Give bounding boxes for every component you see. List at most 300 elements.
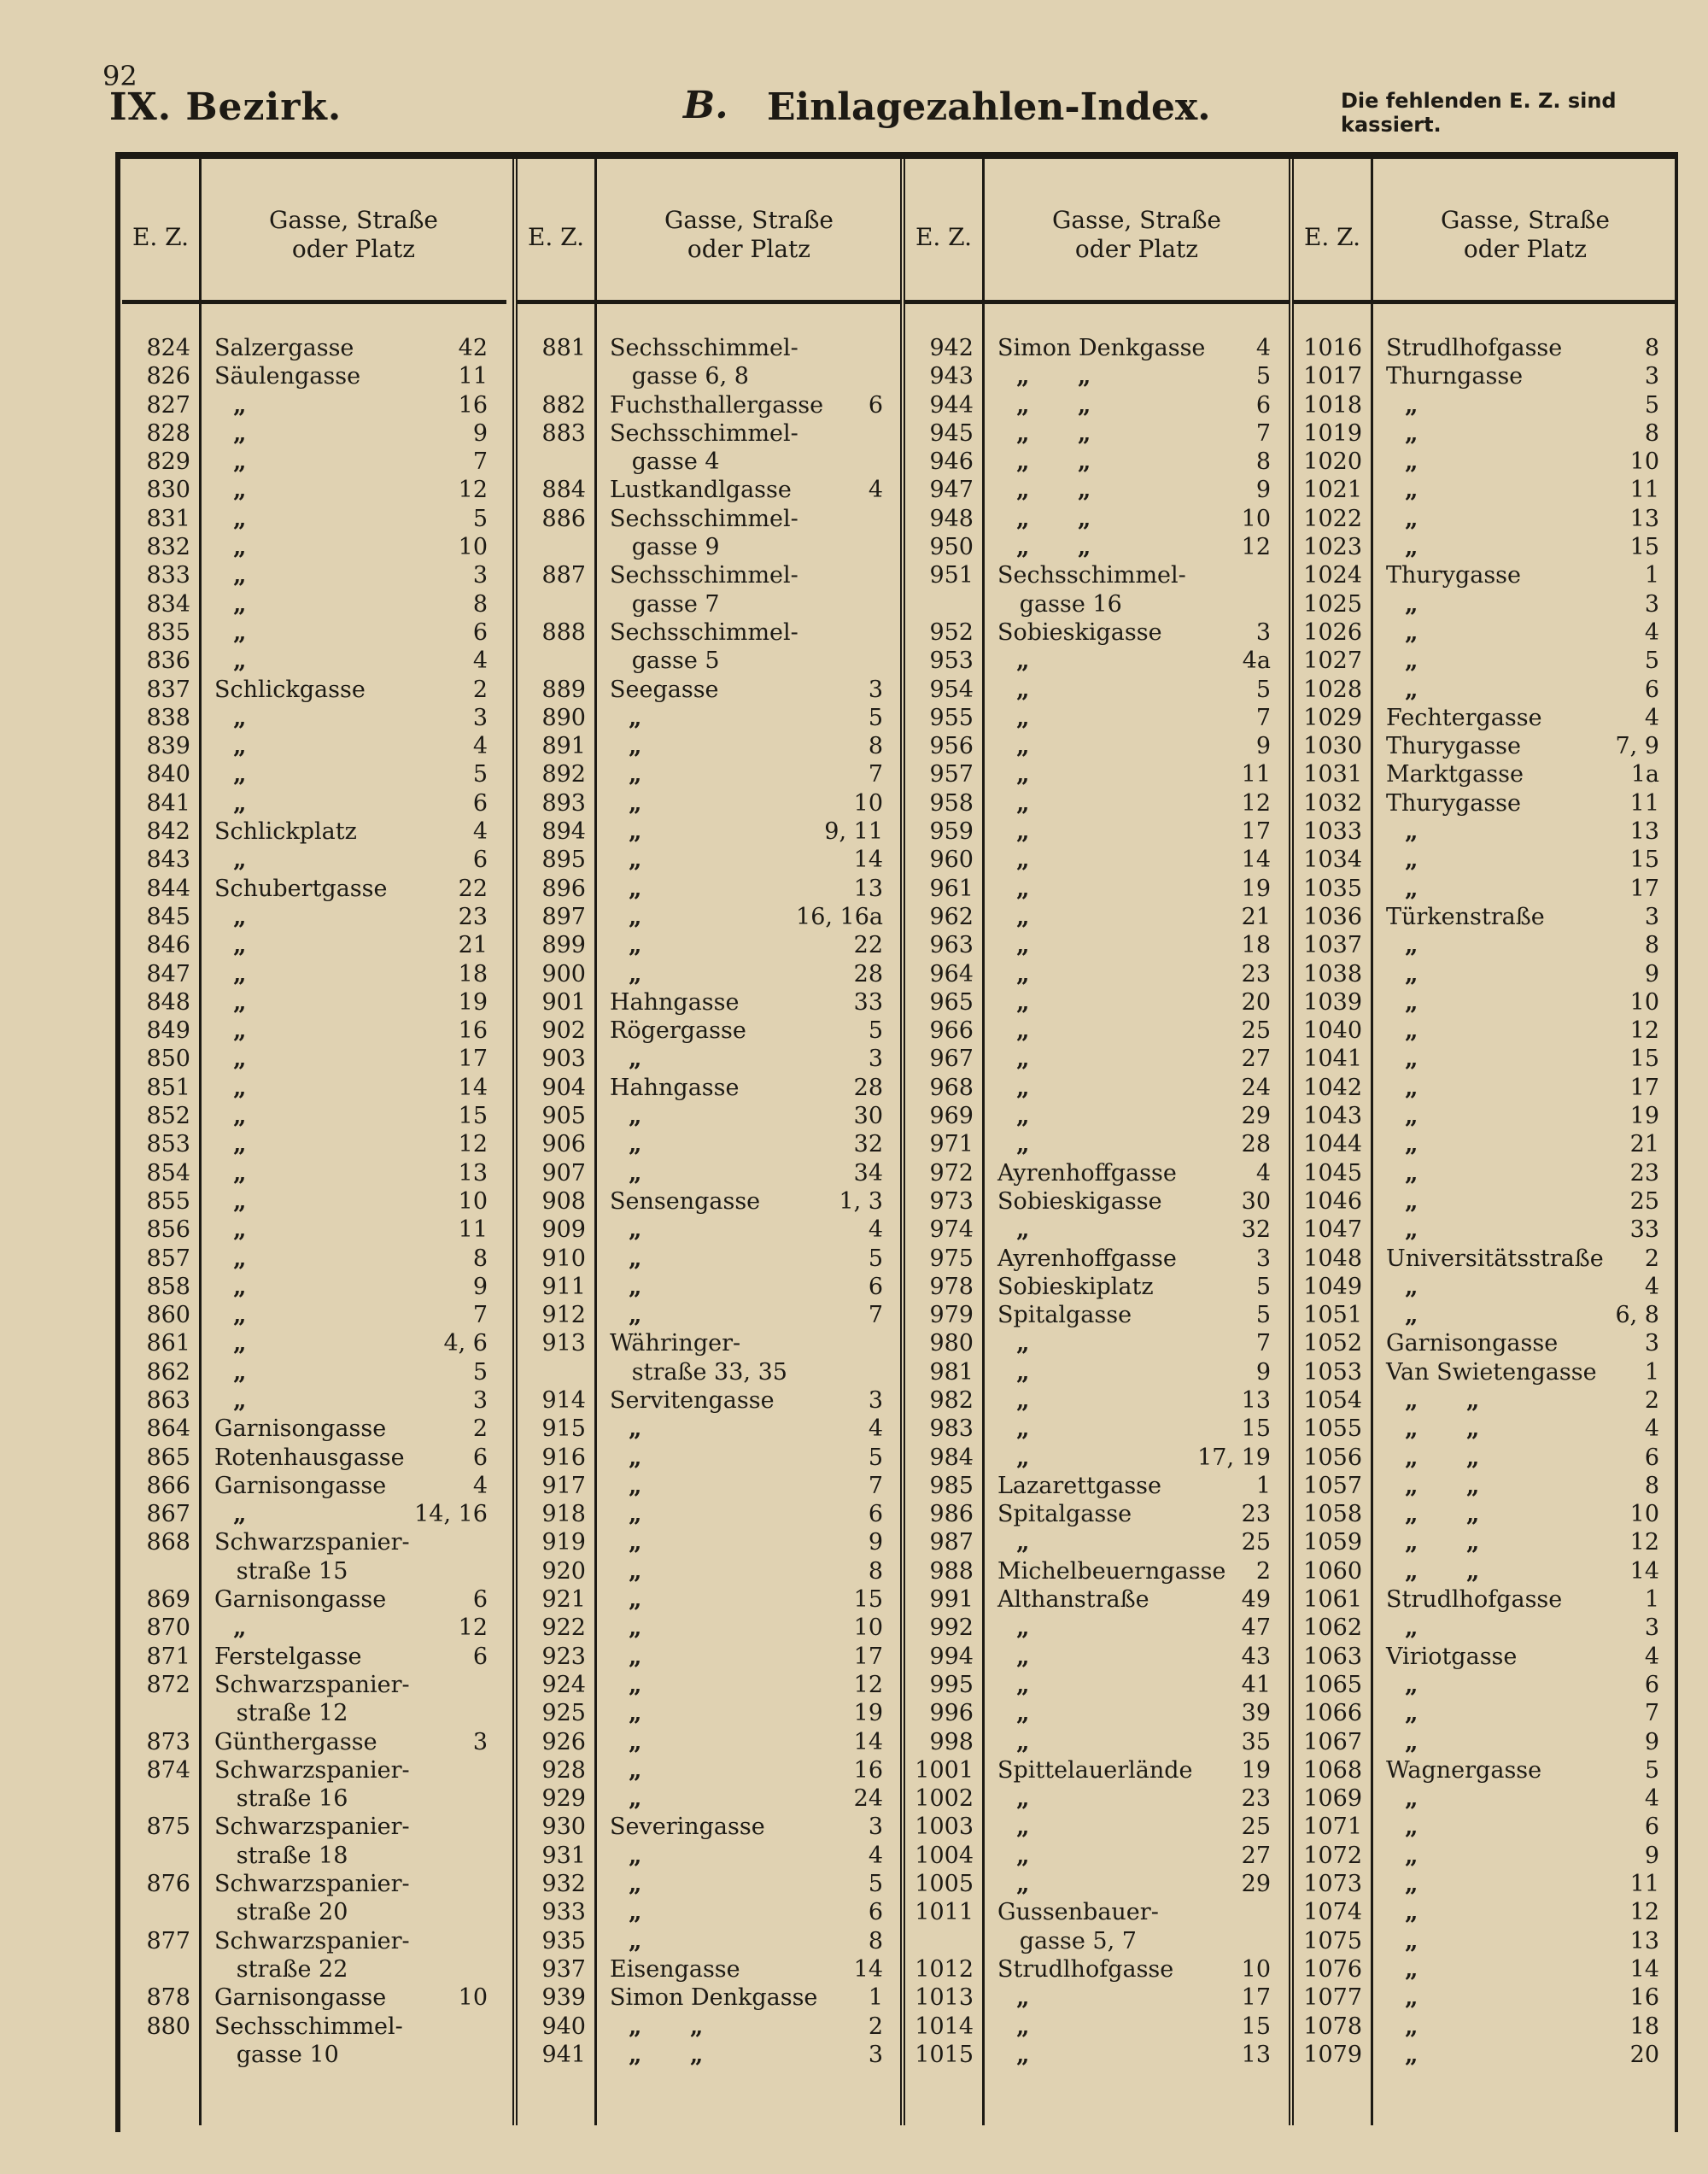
house-number: 14 [853,1955,883,1983]
table-row [905,1386,1290,1415]
house-number: 25 [1241,1017,1271,1045]
ditto-mark: „ [629,1159,642,1187]
ez-number: 829 [146,448,190,476]
street-name: Ayrenhoffgasse [997,1159,1177,1187]
header-street [596,206,902,264]
table-row [122,1643,506,1671]
ez-number: 955 [929,704,974,731]
house-number: 6 [472,1444,488,1471]
ez-number: 963 [929,932,974,959]
house-number: 5 [868,1871,883,1898]
table-row [518,1643,902,1671]
ditto-mark: „ [629,1899,642,1926]
ez-number: 875 [146,1814,190,1841]
house-number: 2 [472,1415,488,1443]
table-row [905,1045,1290,1073]
house-number: 1 [1644,1586,1659,1614]
table-row [122,1671,506,1699]
ditto-mark: „ [1405,1927,1418,1954]
column-rows [122,334,506,2069]
table-row [1294,1159,1678,1187]
ditto-mark: „ [1016,1046,1030,1073]
table-row [1294,676,1678,704]
table-row [518,1074,902,1102]
table-row [905,789,1290,817]
ez-number: 905 [541,1103,586,1130]
ditto-mark: „ [1016,1386,1030,1414]
street-name: Lustkandlgasse [610,477,792,504]
table-row [122,391,506,419]
house-number: 4 [1644,618,1659,646]
street-name: Garnisongasse [214,1415,387,1443]
ditto-mark: „ [629,1273,642,1300]
house-number: 12 [1629,1899,1659,1926]
ez-number: 928 [541,1756,586,1784]
table-row [518,391,902,419]
ez-number: 874 [146,1756,190,1784]
ez-number: 937 [541,1955,586,1983]
house-number: 4 [868,1415,883,1443]
house-number: 13 [458,1159,488,1187]
ez-number: 867 [146,1501,190,1528]
ez-number: 1022 [1303,505,1362,532]
table-row [518,1245,902,1273]
house-number: 8 [472,1245,488,1272]
house-number: 27 [1241,1046,1271,1073]
ditto-mark: „ [629,1103,642,1130]
street-name: Sobieskiplatz [997,1273,1154,1300]
ditto-mark: „ [233,704,247,731]
ez-number: 1048 [1303,1245,1362,1272]
ez-number: 935 [541,1927,586,1954]
header-street-line2: oder Platz [1463,235,1588,263]
ez-number: 857 [146,1245,190,1272]
ditto-mark: „ [629,1927,642,1954]
ditto-mark: „ [233,1330,247,1357]
ditto-mark: „ [1405,1814,1418,1841]
header-ez: E. Z. [132,223,190,251]
ditto-mark: „ [629,1671,642,1698]
ditto-mark: „ [629,1472,642,1499]
ez-number: 1054 [1303,1386,1362,1414]
street-name: Schubertgasse [214,875,388,902]
ez-number: 930 [541,1814,586,1841]
house-number: 4 [1644,1785,1659,1813]
table-row [518,1415,902,1443]
table-row [1294,1927,1678,1955]
table-row [1294,1329,1678,1357]
table-row [122,1074,506,1102]
table-row [122,561,506,589]
table-row [518,1585,902,1614]
table-row [1294,1671,1678,1699]
header-street-line2: oder Platz [291,235,416,263]
table-row [122,1728,506,1756]
table-row [122,1301,506,1329]
house-number: 13 [853,875,883,902]
ditto-mark: „ [1016,932,1030,959]
ez-number: 1026 [1303,618,1362,646]
house-number: 14, 16 [414,1501,488,1528]
ez-number: 951 [929,562,974,589]
table-row [518,846,902,874]
ez-number: 1062 [1303,1614,1362,1642]
column-block-2 [512,159,902,2125]
ditto-mark: „ [1016,1814,1030,1841]
header-street [1372,206,1678,264]
table-row [905,704,1290,732]
ditto-mark: „ [629,1586,642,1614]
street-name: Sobieskigasse [997,1187,1162,1215]
ez-number: 975 [929,1245,974,1272]
house-number: 6 [472,1643,488,1670]
table-row [122,1585,506,1614]
ez-number: 855 [146,1187,190,1215]
street-name: straße 20 [214,1899,348,1926]
ez-number: 922 [541,1614,586,1642]
table-row [122,875,506,903]
ez-number: 1020 [1303,448,1362,476]
table-row [1294,1130,1678,1158]
table-row [518,1216,902,1244]
ditto-mark: „ [1405,534,1418,561]
ditto-mark: „ [1405,1899,1418,1926]
house-number: 17 [1241,1984,1271,2012]
ez-number: 832 [146,534,190,561]
ditto-mark: „ [233,1273,247,1300]
house-number: 2 [472,676,488,703]
ditto-mark: „ [1016,1131,1030,1158]
table-row [122,590,506,618]
ditto-mark: „ [233,1046,247,1073]
ditto-mark: „ [1016,1444,1030,1471]
table-row [1294,789,1678,817]
table-row [122,1557,506,1585]
table-row [122,1699,506,1727]
house-number: 20 [1629,2041,1659,2068]
street-name: Säulengasse [214,363,361,390]
house-number: 6 [868,1899,883,1926]
table-row [905,931,1290,959]
house-number: 15 [1629,1046,1659,1073]
house-number: 3 [1255,618,1271,646]
ez-number: 960 [929,847,974,874]
street-name: Van Swietengasse [1386,1358,1597,1386]
house-number: 25 [1241,1814,1271,1841]
house-number: 15 [1241,1415,1271,1443]
ez-number: 1066 [1303,1700,1362,1727]
header-street-line2: oder Platz [687,235,811,263]
house-number: 18 [1629,2013,1659,2040]
ez-number: 1031 [1303,761,1362,788]
house-number: 14 [1629,1955,1659,1983]
ez-number: 907 [541,1159,586,1187]
ez-number: 1047 [1303,1216,1362,1244]
street-name: gasse 6, 8 [610,363,749,390]
table-row [122,1245,506,1273]
ditto-mark: „ [1016,1643,1030,1670]
table-row [122,1500,506,1528]
house-number: 23 [1241,1785,1271,1813]
header-street [201,206,506,264]
table-row [1294,1017,1678,1045]
street-name: Währinger- [610,1330,741,1357]
table-row [905,1585,1290,1614]
ez-number: 917 [541,1472,586,1499]
ditto-mark: „ [1405,1700,1418,1727]
street-name: Schwarzspanier- [214,1529,410,1556]
house-number: 2 [1644,1386,1659,1414]
table-row [1294,561,1678,589]
table-row [905,505,1290,533]
table-row [518,1699,902,1727]
ez-number: 1044 [1303,1131,1362,1158]
ditto-mark: „ [1405,477,1418,504]
ez-number: 1023 [1303,534,1362,561]
table-row [905,846,1290,874]
ditto-mark: „ [1016,1358,1030,1386]
ditto-mark: „ [629,875,642,902]
house-number: 6 [1644,1444,1659,1471]
ez-number: 870 [146,1614,190,1642]
ditto-mark: „ „ [1405,1472,1480,1499]
table-row [1294,1074,1678,1102]
house-number: 30 [1241,1187,1271,1215]
house-number: 5 [1644,1756,1659,1784]
table-row [122,1329,506,1357]
ez-number: 994 [929,1643,974,1670]
house-number: 12 [458,1614,488,1642]
street-name: Rögergasse [610,1017,746,1045]
ditto-mark: „ [1016,847,1030,874]
ditto-mark: „ [629,1785,642,1813]
ditto-mark: „ [629,1501,642,1528]
ez-number: 882 [541,391,586,419]
ez-number: 901 [541,988,586,1016]
column-rows [905,334,1290,2069]
ez-number: 1001 [915,1756,974,1784]
table-row [518,448,902,476]
table-row [122,846,506,874]
ez-number: 979 [929,1302,974,1329]
house-number: 1 [1644,1358,1659,1386]
ez-number: 1013 [915,1984,974,2012]
ez-number: 915 [541,1415,586,1443]
ez-number: 871 [146,1643,190,1670]
street-name: straße 18 [214,1842,348,1869]
ditto-mark: „ [1016,733,1030,760]
street-name: Sechsschimmel- [610,562,798,589]
house-number: 8 [1644,419,1659,447]
ditto-mark: „ [629,1728,642,1755]
ez-number: 1036 [1303,903,1362,930]
table-row [518,647,902,675]
house-number: 9 [1255,1358,1271,1386]
table-row [122,1444,506,1472]
ez-number: 926 [541,1728,586,1755]
table-row [905,1842,1290,1870]
ditto-mark: „ [1016,903,1030,930]
ez-number: 877 [146,1927,190,1954]
street-name: straße 15 [214,1557,348,1585]
ditto-mark: „ [1016,1103,1030,1130]
table-row [518,931,902,959]
ez-number: 1035 [1303,875,1362,902]
table-row [122,448,506,476]
ditto-mark: „ [1405,1842,1418,1869]
header-rule [518,300,902,304]
ez-number: 981 [929,1358,974,1386]
header-note: Die fehlenden E. Z. sind kassiert. [1341,89,1617,137]
ez-number: 1057 [1303,1472,1362,1499]
ez-number: 886 [541,505,586,532]
ez-number: 964 [929,960,974,987]
street-name: straße 16 [214,1785,348,1813]
table-row [1294,1643,1678,1671]
table-row [518,1614,902,1642]
house-number: 47 [1241,1614,1271,1642]
table-row [905,1955,1290,1984]
ditto-mark: „ [629,1245,642,1272]
ez-number: 908 [541,1187,586,1215]
table-row [122,1273,506,1301]
street-name: gasse 9 [610,534,720,561]
street-name: gasse 5, 7 [997,1927,1137,1954]
ez-number: 861 [146,1330,190,1357]
table-row [1294,618,1678,647]
house-number: 28 [853,960,883,987]
ditto-mark: „ „ [1405,1501,1480,1528]
house-number: 5 [868,704,883,731]
ditto-mark: „ [629,1302,642,1329]
ez-number: 834 [146,590,190,618]
house-number: 16 [1629,1984,1659,2012]
ditto-mark: „ [1405,1159,1418,1187]
street-name: Seegasse [610,676,719,703]
table-row [905,1784,1290,1813]
table-row [518,988,902,1017]
table-row [905,1898,1290,1926]
house-number: 15 [1629,534,1659,561]
house-number: 3 [868,1386,883,1414]
ez-number: 858 [146,1273,190,1300]
ditto-mark: „ [1405,847,1418,874]
street-name: Spitalgasse [997,1302,1132,1329]
table-row [1294,1784,1678,1813]
ditto-mark: „ [233,1302,247,1329]
table-row [518,1130,902,1158]
house-number: 12 [458,1131,488,1158]
house-number: 5 [472,1358,488,1386]
ditto-mark: „ [629,1529,642,1556]
table-row [905,1528,1290,1556]
house-number: 17, 19 [1197,1444,1271,1471]
ez-number: 965 [929,988,974,1016]
house-number: 7 [868,1472,883,1499]
table-row [1294,1813,1678,1841]
ez-number: 833 [146,562,190,589]
ditto-mark: „ „ [1016,419,1091,447]
street-name: Günthergasse [214,1728,377,1755]
house-number: 5 [1255,676,1271,703]
table-row [1294,1358,1678,1386]
ditto-mark: „ [1405,1955,1418,1983]
house-number: 8 [1644,335,1659,361]
ditto-mark: „ [233,1074,247,1101]
street-name: Schlickplatz [214,818,357,846]
ez-number: 995 [929,1671,974,1698]
house-number: 24 [853,1785,883,1813]
street-name: Salzergasse [214,335,354,361]
house-number: 5 [1644,391,1659,419]
table-row [1294,1472,1678,1500]
ditto-mark: „ [233,1159,247,1187]
table-row [518,1472,902,1500]
house-number: 7 [472,1302,488,1329]
ez-number: 824 [146,335,190,361]
table-row [1294,1756,1678,1784]
ditto-mark: „ [233,505,247,532]
ditto-mark: „ [233,733,247,760]
table-row [1294,419,1678,448]
table-row [122,1756,506,1784]
table-row [518,362,902,390]
ez-number: 846 [146,932,190,959]
table-row [122,789,506,817]
table-row [518,1273,902,1301]
ditto-mark: „ [1016,676,1030,703]
house-number: 11 [458,363,488,390]
house-number: 20 [1241,988,1271,1016]
column-block-1 [122,159,506,2125]
house-number: 23 [1241,960,1271,987]
ditto-mark: „ [1405,1187,1418,1215]
house-number: 42 [458,335,488,361]
house-number: 24 [1241,1074,1271,1101]
ez-number: 968 [929,1074,974,1101]
ditto-mark: „ [233,1358,247,1386]
ez-number: 1019 [1303,419,1362,447]
house-number: 21 [458,932,488,959]
house-number: 2 [1644,1245,1659,1272]
house-number: 8 [868,1927,883,1954]
house-number: 1 [1255,1472,1271,1499]
house-number: 12 [853,1671,883,1698]
house-number: 17 [458,1046,488,1073]
ditto-mark: „ [233,562,247,589]
ez-number: 984 [929,1444,974,1471]
table-row [905,1699,1290,1727]
ez-number: 1041 [1303,1046,1362,1073]
table-row [122,1955,506,1984]
ditto-mark: „ [1405,1017,1418,1045]
table-row [122,1187,506,1216]
street-name: Hahngasse [610,988,740,1016]
table-row [518,760,902,788]
header-rule [122,300,506,304]
ez-number: 923 [541,1643,586,1670]
table-row [1294,1728,1678,1756]
table-row [1294,1415,1678,1443]
ditto-mark: „ [1405,1074,1418,1101]
house-number: 10 [458,1187,488,1215]
street-name: Schwarzspanier- [214,1671,410,1698]
table-row [905,1017,1290,1045]
ditto-mark: „ [233,1103,247,1130]
ez-number: 1028 [1303,676,1362,703]
ez-number: 844 [146,875,190,902]
table-row [122,2041,506,2069]
